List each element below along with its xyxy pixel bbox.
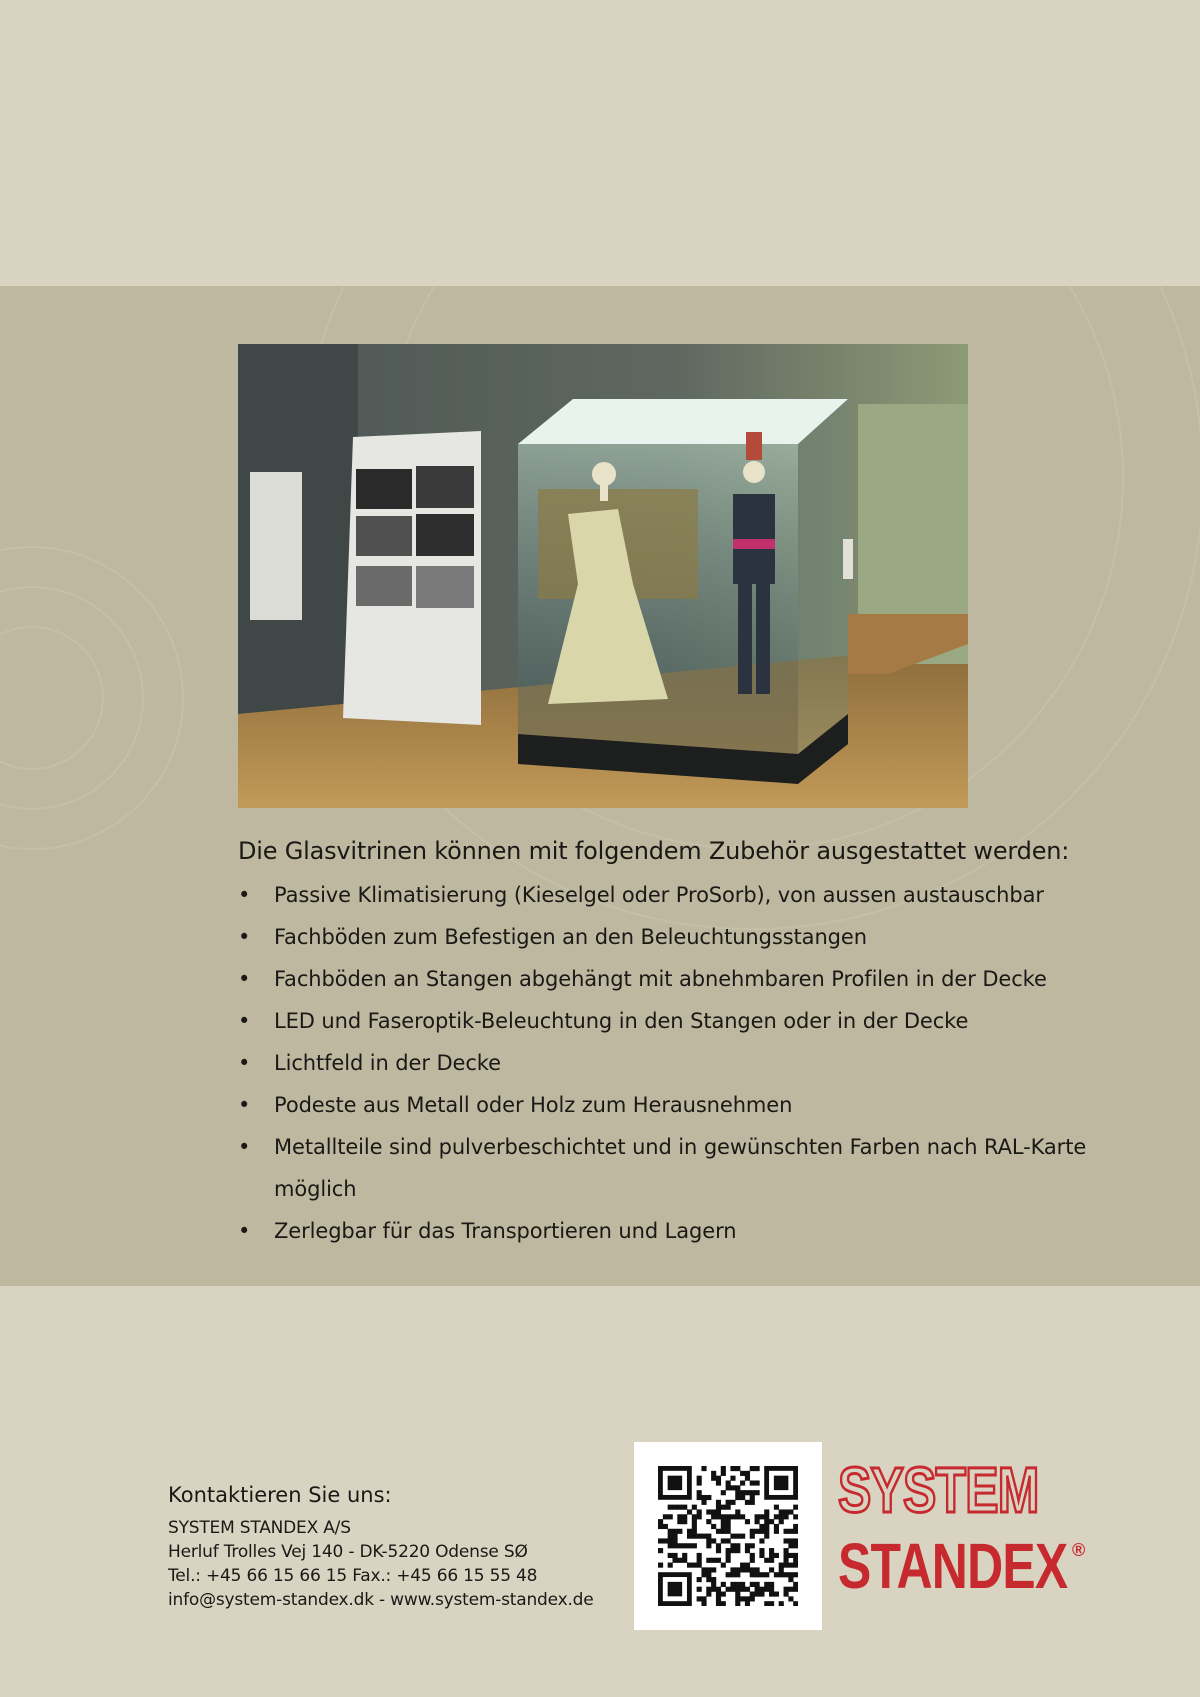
contact-title: Kontaktieren Sie uns: bbox=[168, 1483, 392, 1507]
contact-block bbox=[168, 1480, 628, 1612]
system-standex-logo bbox=[838, 1452, 1098, 1622]
qr-code[interactable] bbox=[634, 1442, 822, 1630]
bullet-icon: • bbox=[238, 925, 251, 949]
list-item bbox=[238, 916, 1098, 958]
list-item-text: Zerlegbar für das Transportieren und Lagern bbox=[274, 1219, 737, 1243]
email-website[interactable]: info@system-standex.dk - www.system-standex.de bbox=[168, 1590, 594, 1610]
list-item bbox=[238, 1000, 1098, 1042]
qr-code-icon bbox=[658, 1466, 798, 1606]
showcase-photo bbox=[238, 344, 968, 808]
list-item-text: Lichtfeld in der Decke bbox=[274, 1051, 501, 1075]
list-item-text: Podeste aus Metall oder Holz zum Herausnehmen bbox=[274, 1093, 793, 1117]
accessories-list bbox=[238, 874, 1098, 1252]
list-item-text: Passive Klimatisierung (Kieselgel oder ProSorb), von aussen austauschbar bbox=[274, 883, 1044, 907]
list-item bbox=[238, 958, 1098, 1000]
list-item-text: LED und Faseroptik-Beleuchtung in den Stangen oder in der Decke bbox=[274, 1009, 969, 1033]
list-item bbox=[238, 1126, 1098, 1210]
bullet-icon: • bbox=[238, 1009, 251, 1033]
registered-mark: ® bbox=[1072, 1540, 1086, 1560]
list-item-text: Fachböden zum Befestigen an den Beleuchtungsstangen bbox=[274, 925, 867, 949]
list-item-text: Fachböden an Stangen abgehängt mit abnehmbaren Profilen in der Decke bbox=[274, 967, 1047, 991]
list-item bbox=[238, 1084, 1098, 1126]
bullet-icon: • bbox=[238, 1051, 251, 1075]
logo-line-system: SYSTEM bbox=[838, 1454, 1039, 1526]
bullet-icon: • bbox=[238, 967, 251, 991]
list-item bbox=[238, 1210, 1098, 1252]
bullet-icon: • bbox=[238, 1219, 251, 1243]
bullet-icon: • bbox=[238, 1093, 251, 1117]
logo-line-standex: STANDEX bbox=[838, 1530, 1068, 1602]
company-name: SYSTEM STANDEX A/S bbox=[168, 1518, 351, 1538]
company-address: Herluf Trolles Vej 140 - DK-5220 Odense SØ bbox=[168, 1542, 528, 1562]
list-item bbox=[238, 874, 1098, 916]
bullet-icon: • bbox=[238, 883, 251, 907]
accessories-heading: Die Glasvitrinen können mit folgendem Zubehör ausgestattet werden: bbox=[238, 837, 1070, 865]
list-item bbox=[238, 1042, 1098, 1084]
bullet-icon: • bbox=[238, 1135, 251, 1159]
phone-fax: Tel.: +45 66 15 66 15 Fax.: +45 66 15 55 48 bbox=[168, 1566, 538, 1586]
list-item-text: Metallteile sind pulverbeschichtet und in gewünschten Farben nach RAL-Karte möglich bbox=[274, 1135, 1087, 1201]
